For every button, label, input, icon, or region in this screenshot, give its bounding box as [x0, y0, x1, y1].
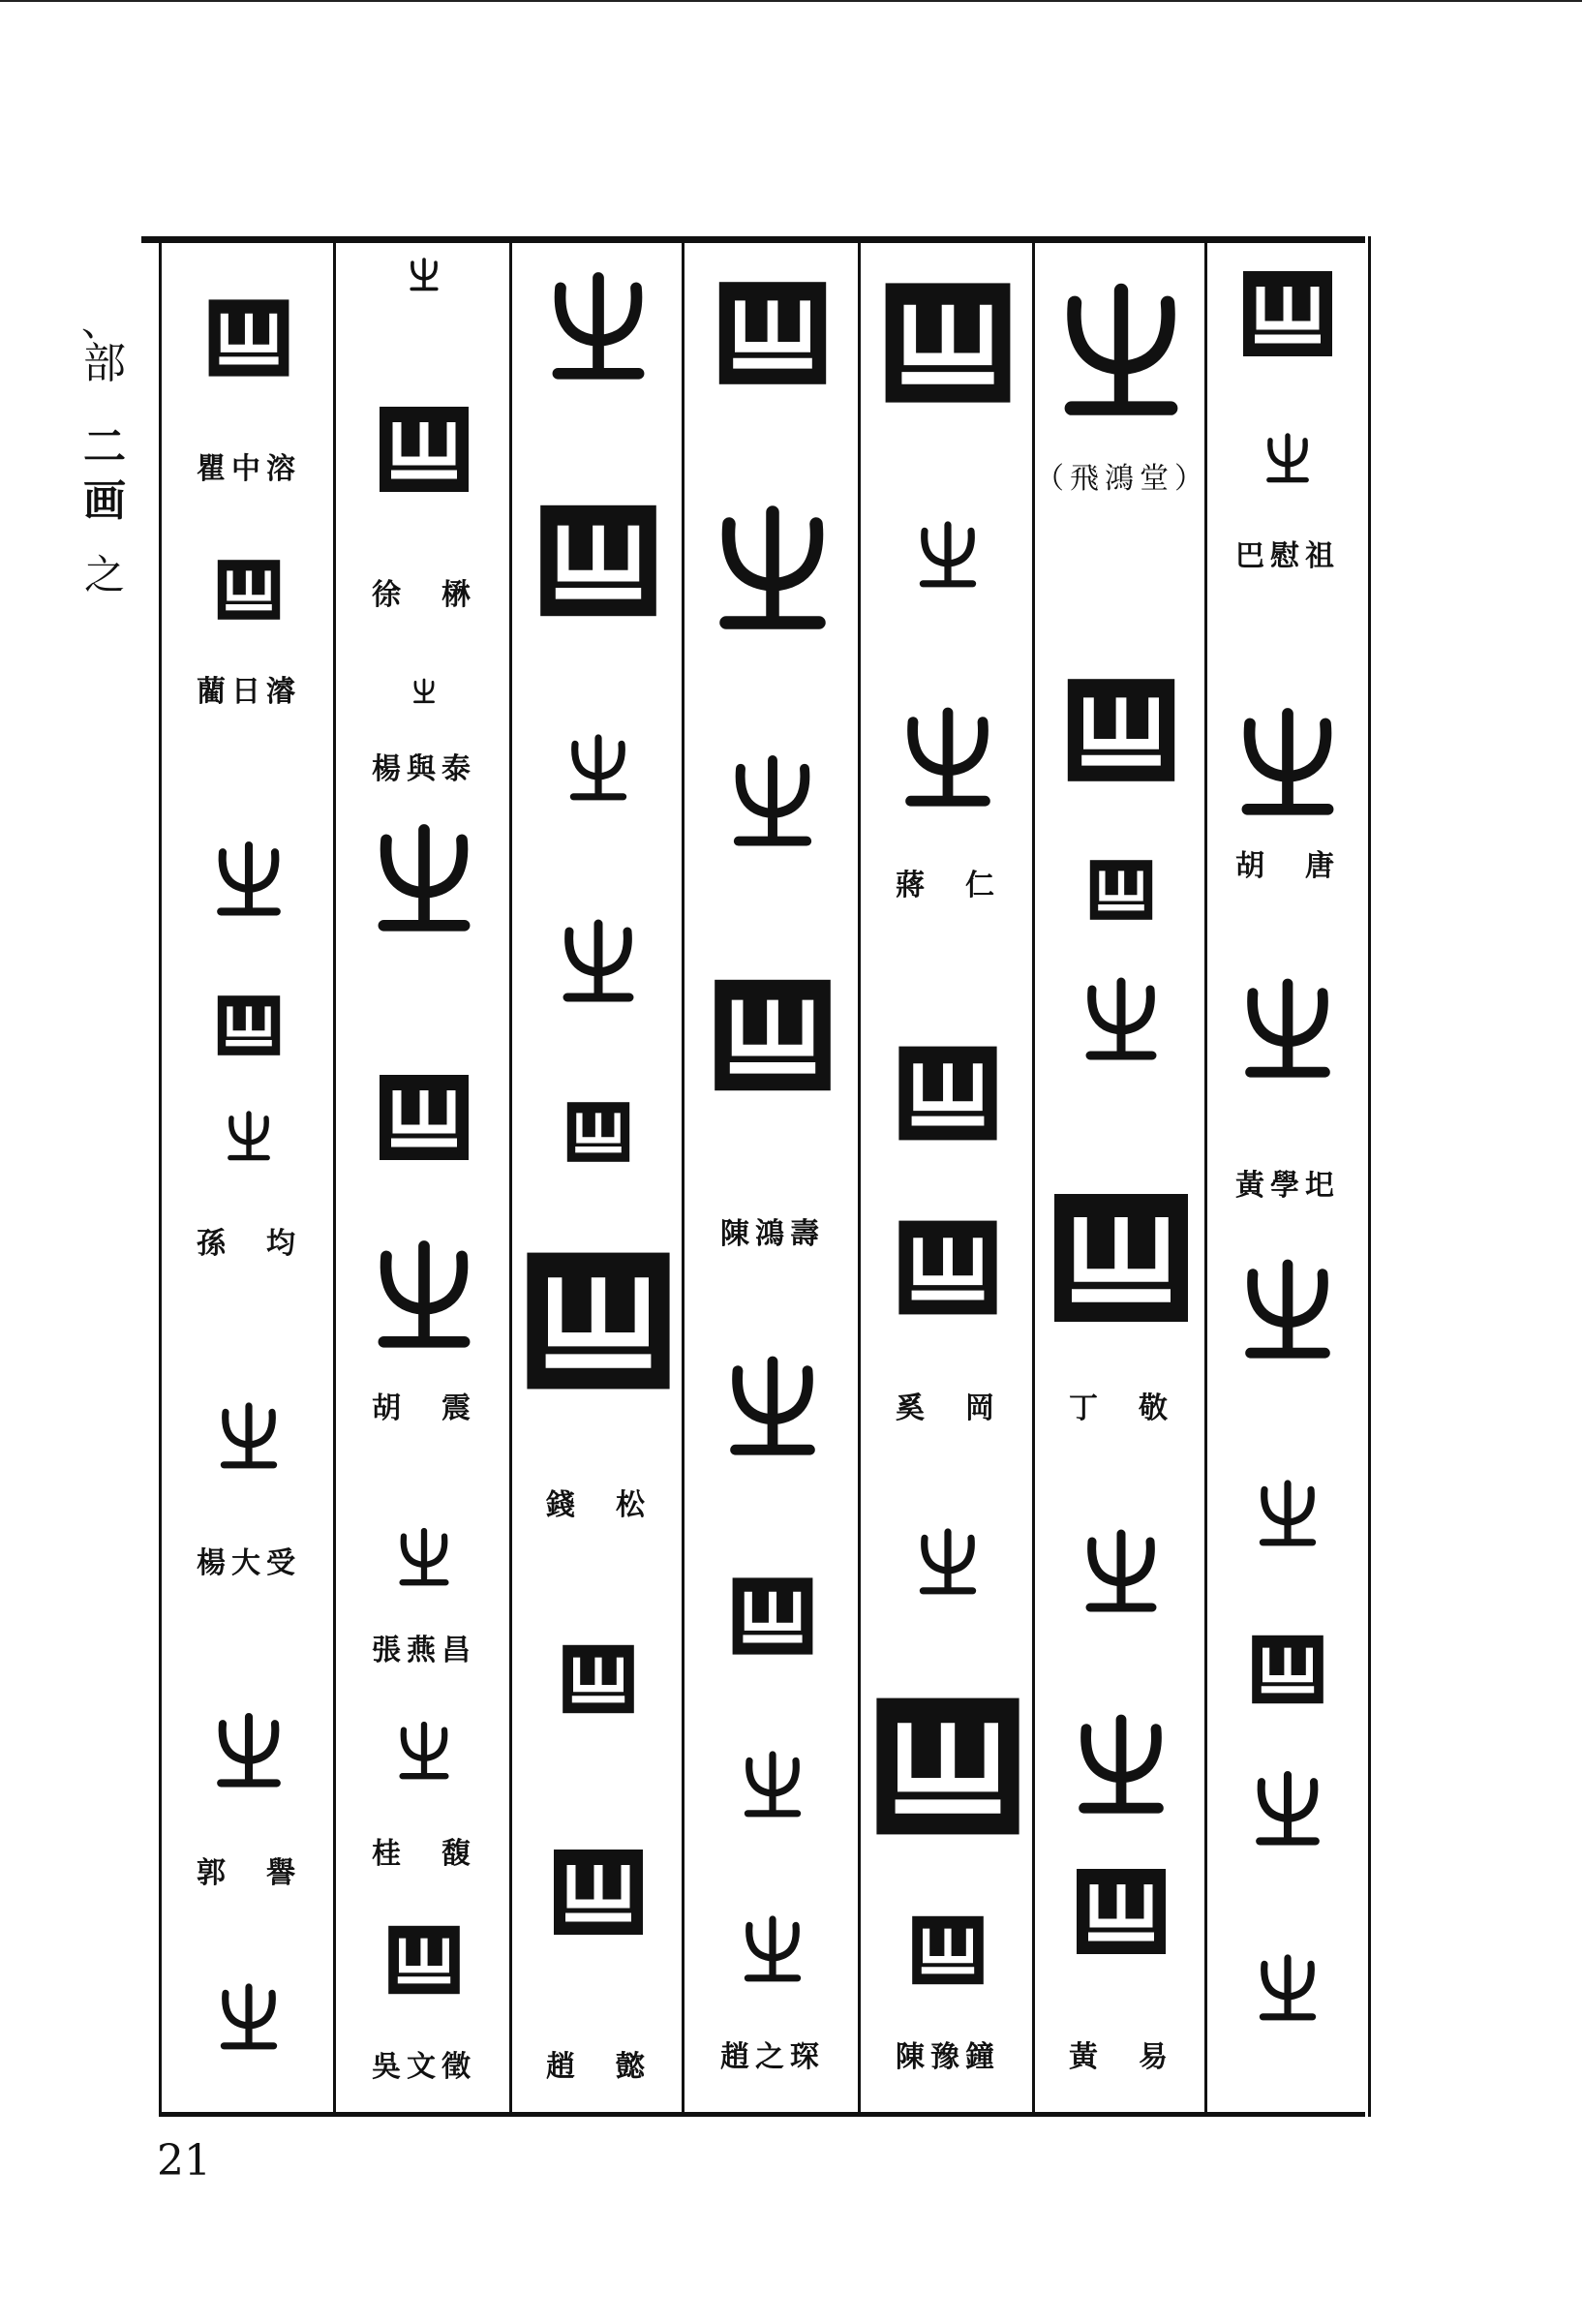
seal-entry — [1207, 1766, 1368, 1853]
seal-impression-icon — [710, 972, 836, 1098]
seal-entry — [162, 1398, 336, 1476]
page-number: 21 — [157, 2136, 211, 2186]
carver-name: 藺日濬 — [197, 675, 301, 709]
seal-impression-icon — [895, 1040, 1001, 1147]
section-heading — [76, 300, 134, 602]
seal-entry — [512, 1098, 685, 1166]
seal-entry — [685, 1747, 861, 1824]
seal-entry — [685, 498, 861, 643]
seal-entry — [685, 1911, 861, 1989]
seal-impression-icon — [719, 749, 826, 856]
seal-entry — [336, 1234, 512, 1360]
page-top-rule — [0, 0, 1582, 2]
seal-entry — [336, 256, 512, 294]
seal-entry — [336, 677, 512, 706]
carver-name: 胡 震 — [372, 1391, 476, 1425]
seal-impression-icon — [1249, 1950, 1326, 2028]
seal-impression-icon — [729, 1573, 816, 1660]
seal-entry — [1035, 1708, 1207, 1824]
seal-impression-icon — [215, 556, 283, 624]
seal-entry — [1035, 1185, 1207, 1330]
seal-impression-icon — [390, 1718, 458, 1786]
seal-impression-icon — [890, 701, 1006, 817]
seal-entry — [512, 914, 685, 1011]
seal-column-4 — [682, 236, 861, 2117]
seal-impression-icon — [361, 1234, 487, 1360]
seal-entry — [162, 556, 336, 624]
seal-impression-icon — [734, 1747, 811, 1824]
seal-entry — [1035, 275, 1207, 430]
seal-entry — [162, 1708, 336, 1795]
carver-name: 黃 易 — [1069, 2040, 1173, 2074]
seal-entry — [861, 1040, 1035, 1147]
seal-entry — [162, 294, 336, 382]
seal-entry — [1035, 856, 1207, 924]
seal-impression-icon — [405, 256, 443, 294]
seal-entry — [1035, 972, 1207, 1069]
seal-entry — [162, 837, 336, 924]
seal-impression-icon — [1230, 1253, 1346, 1369]
seal-entry — [162, 992, 336, 1059]
seal-impression-icon — [376, 401, 472, 498]
seal-entry — [861, 1911, 1035, 1989]
seal-entry — [1207, 1253, 1368, 1369]
seal-impression-icon — [1063, 672, 1179, 788]
seal-entry — [1207, 972, 1368, 1088]
seal-impression-icon — [1073, 972, 1170, 1069]
seal-entry — [861, 275, 1035, 411]
seal-impression-icon — [564, 1098, 632, 1166]
seal-entry — [1207, 1476, 1368, 1553]
seal-impression-icon — [210, 1398, 288, 1476]
carver-name: 巴慰祖 — [1235, 539, 1340, 573]
seal-entry — [861, 1524, 1035, 1602]
seal-entry — [336, 1921, 512, 1999]
seal-entry — [512, 730, 685, 808]
seal-impression-icon — [1230, 972, 1346, 1088]
seal-impression-icon — [210, 1979, 288, 2057]
carver-name: 楊與泰 — [372, 752, 476, 786]
seal-impression-icon — [895, 1214, 1001, 1321]
seal-impression-icon — [880, 275, 1016, 411]
seal-impression-icon — [1044, 275, 1199, 430]
seal-impression-icon — [521, 1243, 676, 1398]
carver-name: （飛鴻堂） — [1035, 462, 1209, 496]
seal-impression-icon — [410, 677, 439, 706]
seal-entry — [861, 1689, 1035, 1844]
carver-name: 瞿中溶 — [197, 452, 301, 486]
seal-entry — [1207, 265, 1368, 362]
seal-impression-icon — [560, 1640, 637, 1718]
seal-entry — [512, 265, 685, 391]
seal-impression-icon — [909, 1524, 987, 1602]
seal-column-2 — [333, 236, 512, 2117]
carver-name: 陳鴻壽 — [720, 1217, 825, 1251]
carver-name: 黃學圯 — [1235, 1169, 1340, 1203]
seal-impression-icon — [220, 1108, 278, 1166]
carver-name: 桂 馥 — [372, 1837, 476, 1871]
seal-entry — [861, 701, 1035, 817]
seal-entry — [336, 401, 512, 498]
seal-impression-icon — [550, 1844, 647, 1941]
seal-entry — [162, 1979, 336, 2057]
seal-impression-icon — [715, 275, 831, 391]
carver-name: 楊大受 — [197, 1546, 301, 1580]
carver-name: 陳豫鐘 — [896, 2040, 1000, 2074]
seal-entry — [1207, 1950, 1368, 2028]
seal-impression-icon — [700, 498, 845, 643]
seal-column-1 — [159, 236, 336, 2117]
carver-name: 奚 岡 — [896, 1391, 1000, 1425]
seal-impression-icon — [909, 1911, 987, 1989]
seal-impression-icon — [1073, 1863, 1170, 1960]
seal-entry — [336, 1524, 512, 1592]
seal-impression-icon — [1239, 265, 1336, 362]
carver-name: 趙之琛 — [720, 2040, 825, 2074]
carver-name: 丁 敬 — [1069, 1391, 1173, 1425]
carver-name: 錢 松 — [546, 1488, 651, 1522]
seal-column-7 — [1204, 236, 1371, 2117]
seal-impression-icon — [715, 1350, 831, 1466]
carver-name: 蔣 仁 — [896, 869, 1000, 902]
seal-impression-icon — [385, 1921, 463, 1999]
seal-impression-icon — [535, 498, 661, 624]
stroke-count-label: 二画 — [83, 422, 126, 526]
carver-name: 徐 楙 — [372, 578, 476, 612]
seal-table — [141, 236, 1365, 2117]
carver-name: 吳文徵 — [372, 2050, 476, 2084]
seal-column-3 — [509, 236, 685, 2117]
seal-entry — [685, 1573, 861, 1660]
seal-impression-icon — [1249, 1631, 1326, 1708]
seal-entry — [512, 1640, 685, 1718]
seal-impression-icon — [550, 914, 647, 1011]
seal-entry — [512, 1844, 685, 1941]
radical-label: 部 — [83, 339, 126, 388]
carver-name: 胡 唐 — [1235, 849, 1340, 883]
seal-impression-icon — [1087, 856, 1155, 924]
seal-entry — [1207, 1631, 1368, 1708]
seal-impression-icon — [205, 837, 292, 924]
seal-entry — [861, 517, 1035, 595]
seal-impression-icon — [1259, 430, 1317, 488]
seal-impression-icon — [1244, 1766, 1331, 1853]
seal-entry — [861, 1214, 1035, 1321]
heading-character: 之 — [83, 551, 125, 598]
seal-entry — [162, 1108, 336, 1166]
seal-impression-icon — [215, 992, 283, 1059]
seal-impression-icon — [870, 1689, 1025, 1844]
seal-impression-icon — [909, 517, 987, 595]
seal-entry — [685, 972, 861, 1098]
seal-entry — [1035, 1524, 1207, 1621]
carver-name: 張燕昌 — [372, 1634, 476, 1667]
seal-impression-icon — [535, 265, 661, 391]
seal-entry — [1207, 430, 1368, 488]
seal-entry — [1035, 672, 1207, 788]
seal-entry — [512, 1243, 685, 1398]
seal-entry — [512, 498, 685, 624]
seal-impression-icon — [205, 1708, 292, 1795]
seal-impression-icon — [1049, 1185, 1194, 1330]
seal-impression-icon — [1249, 1476, 1326, 1553]
radical-dot: 、 — [81, 300, 120, 345]
seal-impression-icon — [390, 1524, 458, 1592]
seal-impression-icon — [1225, 701, 1351, 827]
carver-name: 趙 懿 — [546, 2050, 651, 2084]
seal-impression-icon — [1073, 1524, 1170, 1621]
seal-column-6 — [1032, 236, 1207, 2117]
seal-entry — [685, 1350, 861, 1466]
seal-impression-icon — [560, 730, 637, 808]
seal-entry — [336, 1718, 512, 1786]
seal-entry — [685, 749, 861, 856]
seal-impression-icon — [205, 294, 292, 382]
seal-entry — [336, 1069, 512, 1166]
seal-impression-icon — [734, 1911, 811, 1989]
seal-impression-icon — [1063, 1708, 1179, 1824]
carver-name: 孫 均 — [197, 1227, 301, 1261]
carver-name: 郭 譽 — [197, 1856, 301, 1890]
seal-column-5 — [858, 236, 1035, 2117]
seal-entry — [336, 817, 512, 943]
seal-entry — [1035, 1863, 1207, 1960]
seal-impression-icon — [361, 817, 487, 943]
seal-impression-icon — [376, 1069, 472, 1166]
seal-entry — [1207, 701, 1368, 827]
seal-entry — [685, 275, 861, 391]
